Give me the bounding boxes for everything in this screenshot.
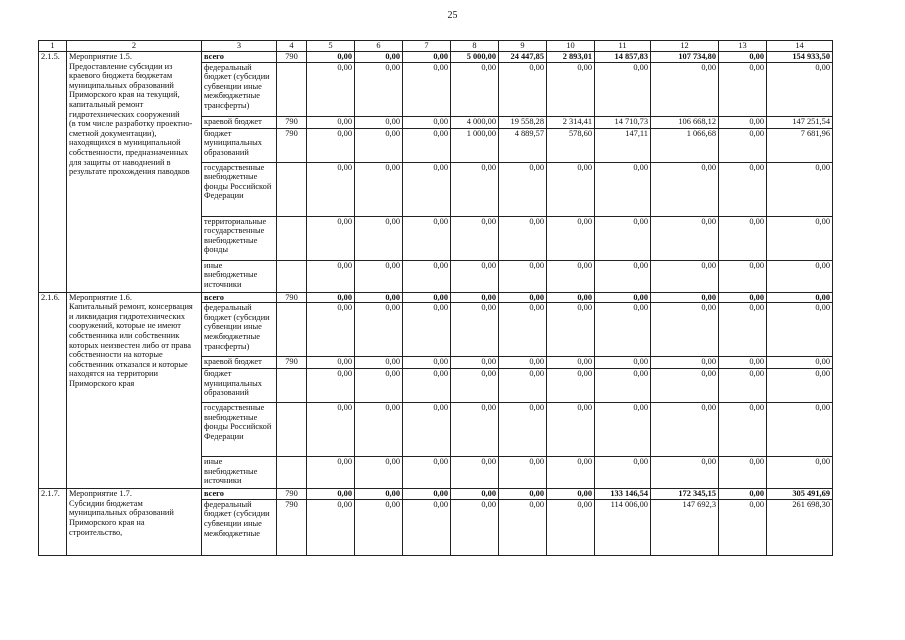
amount-cell: 0,00 (767, 62, 833, 116)
amount-cell: 0,00 (651, 369, 719, 403)
amount-cell: 4 889,57 (499, 128, 547, 162)
column-header: 12 (651, 41, 719, 52)
budget-code: 790 (277, 52, 307, 63)
funding-source: государственные внебюджетные фонды Российской Федерации (202, 403, 277, 457)
amount-cell: 0,00 (651, 403, 719, 457)
budget-code (277, 303, 307, 357)
amount-cell: 0,00 (767, 216, 833, 260)
amount-cell: 0,00 (355, 369, 403, 403)
amount-cell: 305 491,69 (767, 489, 833, 500)
amount-cell: 0,00 (499, 489, 547, 500)
amount-cell: 0,00 (499, 457, 547, 489)
amount-cell: 0,00 (547, 62, 595, 116)
amount-cell: 0,00 (403, 116, 451, 128)
amount-cell: 0,00 (767, 292, 833, 303)
amount-cell: 0,00 (307, 357, 355, 369)
amount-cell: 0,00 (355, 403, 403, 457)
header-row (39, 41, 833, 52)
amount-cell: 0,00 (767, 457, 833, 489)
amount-cell: 0,00 (307, 489, 355, 500)
amount-cell: 147 692,3 (651, 499, 719, 555)
amount-cell: 172 345,15 (651, 489, 719, 500)
column-header: 4 (277, 41, 307, 52)
amount-cell: 0,00 (499, 499, 547, 555)
amount-cell: 0,00 (499, 216, 547, 260)
funding-source: государственные внебюджетные фонды Российской Федерации (202, 162, 277, 216)
amount-cell: 578,60 (547, 128, 595, 162)
amount-cell: 106 668,12 (651, 116, 719, 128)
column-header: 8 (451, 41, 499, 52)
amount-cell: 0,00 (767, 369, 833, 403)
funding-source: федеральный бюджет (субсидии субвенции иные межбюджетные трансферты) (202, 62, 277, 116)
amount-cell: 0,00 (547, 499, 595, 555)
amount-cell: 0,00 (595, 216, 651, 260)
amount-cell: 0,00 (355, 489, 403, 500)
amount-cell: 0,00 (403, 162, 451, 216)
amount-cell: 0,00 (499, 369, 547, 403)
amount-cell: 0,00 (719, 499, 767, 555)
amount-cell: 0,00 (355, 457, 403, 489)
amount-cell: 0,00 (595, 369, 651, 403)
amount-cell: 0,00 (595, 357, 651, 369)
funding-source: краевой бюджет (202, 357, 277, 369)
amount-cell: 0,00 (451, 489, 499, 500)
amount-cell: 0,00 (403, 292, 451, 303)
budget-code (277, 216, 307, 260)
activity-description: Мероприятие 1.6. Капитальный ремонт, консервация и ликвидация гидротехнических сооружений, которые не имеют собственника или собственник которых неизвестен либо от права собственности на которые собственник отказался и которые находятся на территории Приморского края (67, 292, 202, 489)
amount-cell: 0,00 (307, 128, 355, 162)
amount-cell: 24 447,85 (499, 52, 547, 63)
funding-source: федеральный бюджет (субсидии субвенции иные межбюджетные (202, 499, 277, 555)
amount-cell: 0,00 (403, 128, 451, 162)
amount-cell: 0,00 (719, 216, 767, 260)
amount-cell: 107 734,80 (651, 52, 719, 63)
amount-cell: 7 681,96 (767, 128, 833, 162)
amount-cell: 0,00 (307, 457, 355, 489)
budget-code (277, 457, 307, 489)
amount-cell: 0,00 (355, 292, 403, 303)
budget-code (277, 403, 307, 457)
budget-code: 790 (277, 116, 307, 128)
amount-cell: 0,00 (547, 457, 595, 489)
amount-cell: 0,00 (499, 292, 547, 303)
amount-cell: 1 000,00 (451, 128, 499, 162)
amount-cell: 0,00 (307, 116, 355, 128)
amount-cell: 0,00 (547, 369, 595, 403)
amount-cell: 0,00 (651, 260, 719, 292)
amount-cell: 0,00 (307, 292, 355, 303)
amount-cell: 0,00 (767, 357, 833, 369)
amount-cell: 0,00 (355, 162, 403, 216)
amount-cell: 0,00 (403, 62, 451, 116)
amount-cell: 0,00 (719, 303, 767, 357)
budget-code (277, 62, 307, 116)
amount-cell: 0,00 (403, 260, 451, 292)
amount-cell: 0,00 (355, 499, 403, 555)
amount-cell: 0,00 (767, 403, 833, 457)
amount-cell: 0,00 (307, 62, 355, 116)
amount-cell: 2 314,41 (547, 116, 595, 128)
budget-code: 790 (277, 499, 307, 555)
amount-cell: 0,00 (403, 52, 451, 63)
amount-cell: 0,00 (451, 292, 499, 303)
amount-cell: 4 000,00 (451, 116, 499, 128)
amount-cell: 0,00 (595, 403, 651, 457)
amount-cell: 0,00 (651, 62, 719, 116)
amount-cell: 0,00 (403, 369, 451, 403)
column-header: 3 (202, 41, 277, 52)
amount-cell: 0,00 (499, 62, 547, 116)
amount-cell: 0,00 (719, 457, 767, 489)
amount-cell: 0,00 (451, 499, 499, 555)
amount-cell: 0,00 (307, 162, 355, 216)
amount-cell: 0,00 (767, 303, 833, 357)
amount-cell: 0,00 (767, 162, 833, 216)
amount-cell: 0,00 (403, 357, 451, 369)
activity-code: 2.1.6. (39, 292, 67, 489)
budget-code: 790 (277, 489, 307, 500)
amount-cell: 0,00 (767, 260, 833, 292)
amount-cell: 0,00 (499, 403, 547, 457)
funding-source: территориальные государственные внебюджетные фонды (202, 216, 277, 260)
amount-cell: 0,00 (719, 369, 767, 403)
column-header: 10 (547, 41, 595, 52)
amount-cell: 0,00 (595, 303, 651, 357)
amount-cell: 0,00 (719, 489, 767, 500)
amount-cell: 0,00 (651, 162, 719, 216)
funding-source: иные внебюджетные источники (202, 457, 277, 489)
funding-source: бюджет муниципальных образований (202, 369, 277, 403)
amount-cell: 0,00 (595, 457, 651, 489)
table-row (39, 489, 833, 500)
column-header: 6 (355, 41, 403, 52)
budget-code: 790 (277, 292, 307, 303)
column-header: 2 (67, 41, 202, 52)
amount-cell: 0,00 (451, 216, 499, 260)
column-header: 9 (499, 41, 547, 52)
amount-cell: 0,00 (355, 116, 403, 128)
amount-cell: 0,00 (355, 260, 403, 292)
amount-cell: 2 893,01 (547, 52, 595, 63)
budget-code (277, 369, 307, 403)
column-header: 1 (39, 41, 67, 52)
amount-cell: 0,00 (499, 357, 547, 369)
funding-source: всего (202, 489, 277, 500)
amount-cell: 14 710,73 (595, 116, 651, 128)
amount-cell: 0,00 (403, 457, 451, 489)
page-number: 25 (447, 10, 458, 21)
amount-cell: 0,00 (547, 489, 595, 500)
amount-cell: 0,00 (719, 292, 767, 303)
amount-cell: 0,00 (547, 162, 595, 216)
amount-cell: 0,00 (307, 216, 355, 260)
amount-cell: 261 698,30 (767, 499, 833, 555)
amount-cell: 0,00 (355, 128, 403, 162)
activity-code: 2.1.7. (39, 489, 67, 556)
funding-source: всего (202, 292, 277, 303)
amount-cell: 0,00 (499, 303, 547, 357)
column-header: 14 (767, 41, 833, 52)
amount-cell: 0,00 (651, 216, 719, 260)
amount-cell: 0,00 (451, 162, 499, 216)
activity-description: Мероприятие 1.5. Предоставление субсидии из краевого бюджета бюджетам муниципальных образований Приморского края на текущий, капитальный ремонт гидротехнических сооружений (в том числе разработку проектно- сметной документации), находящихся в муниципальной собственности, предназначенных для защиты от наводнений в результате прохождения паводков (67, 52, 202, 293)
funding-source: бюджет муниципальных образований (202, 128, 277, 162)
amount-cell: 0,00 (307, 260, 355, 292)
amount-cell: 0,00 (547, 260, 595, 292)
amount-cell: 0,00 (451, 62, 499, 116)
amount-cell: 0,00 (595, 292, 651, 303)
amount-cell: 0,00 (355, 62, 403, 116)
amount-cell: 0,00 (595, 260, 651, 292)
activity-code: 2.1.5. (39, 52, 67, 293)
table-row (39, 292, 833, 303)
column-header: 7 (403, 41, 451, 52)
amount-cell: 0,00 (307, 369, 355, 403)
column-header: 11 (595, 41, 651, 52)
amount-cell: 147,11 (595, 128, 651, 162)
amount-cell: 14 857,83 (595, 52, 651, 63)
amount-cell: 0,00 (651, 303, 719, 357)
amount-cell: 0,00 (547, 292, 595, 303)
amount-cell: 0,00 (403, 216, 451, 260)
amount-cell: 0,00 (547, 357, 595, 369)
funding-source: иные внебюджетные источники (202, 260, 277, 292)
amount-cell: 0,00 (451, 369, 499, 403)
amount-cell: 0,00 (595, 62, 651, 116)
amount-cell: 5 000,00 (451, 52, 499, 63)
amount-cell: 0,00 (719, 52, 767, 63)
amount-cell: 0,00 (355, 303, 403, 357)
amount-cell: 0,00 (651, 457, 719, 489)
amount-cell: 0,00 (719, 162, 767, 216)
column-header: 5 (307, 41, 355, 52)
amount-cell: 0,00 (403, 489, 451, 500)
budget-code: 790 (277, 128, 307, 162)
budget-code (277, 162, 307, 216)
amount-cell: 0,00 (499, 162, 547, 216)
amount-cell: 0,00 (307, 499, 355, 555)
amount-cell: 147 251,54 (767, 116, 833, 128)
funding-source: всего (202, 52, 277, 63)
amount-cell: 0,00 (719, 403, 767, 457)
amount-cell: 0,00 (451, 457, 499, 489)
amount-cell: 0,00 (719, 357, 767, 369)
amount-cell: 0,00 (719, 128, 767, 162)
amount-cell: 0,00 (499, 260, 547, 292)
amount-cell: 0,00 (451, 403, 499, 457)
amount-cell: 0,00 (719, 260, 767, 292)
budget-code: 790 (277, 357, 307, 369)
amount-cell: 19 558,28 (499, 116, 547, 128)
amount-cell: 0,00 (547, 303, 595, 357)
amount-cell: 0,00 (651, 357, 719, 369)
amount-cell: 0,00 (307, 52, 355, 63)
amount-cell: 0,00 (307, 403, 355, 457)
amount-cell: 0,00 (403, 303, 451, 357)
amount-cell: 0,00 (403, 403, 451, 457)
amount-cell: 0,00 (547, 216, 595, 260)
amount-cell: 0,00 (719, 62, 767, 116)
budget-code (277, 260, 307, 292)
amount-cell: 114 006,00 (595, 499, 651, 555)
amount-cell: 0,00 (355, 357, 403, 369)
column-header: 13 (719, 41, 767, 52)
amount-cell: 1 066,68 (651, 128, 719, 162)
amount-cell: 0,00 (355, 216, 403, 260)
budget-table (38, 40, 833, 556)
amount-cell: 0,00 (651, 292, 719, 303)
funding-source: краевой бюджет (202, 116, 277, 128)
amount-cell: 0,00 (547, 403, 595, 457)
amount-cell: 0,00 (595, 162, 651, 216)
amount-cell: 0,00 (355, 52, 403, 63)
amount-cell: 0,00 (451, 303, 499, 357)
amount-cell: 0,00 (451, 357, 499, 369)
amount-cell: 0,00 (719, 116, 767, 128)
amount-cell: 154 933,50 (767, 52, 833, 63)
amount-cell: 0,00 (307, 303, 355, 357)
amount-cell: 133 146,54 (595, 489, 651, 500)
table-row (39, 52, 833, 63)
amount-cell: 0,00 (451, 260, 499, 292)
amount-cell: 0,00 (403, 499, 451, 555)
activity-description: Мероприятие 1.7. Субсидии бюджетам муниципальных образований Приморского края на строительство, (67, 489, 202, 556)
funding-source: федеральный бюджет (субсидии субвенции иные межбюджетные трансферты) (202, 303, 277, 357)
